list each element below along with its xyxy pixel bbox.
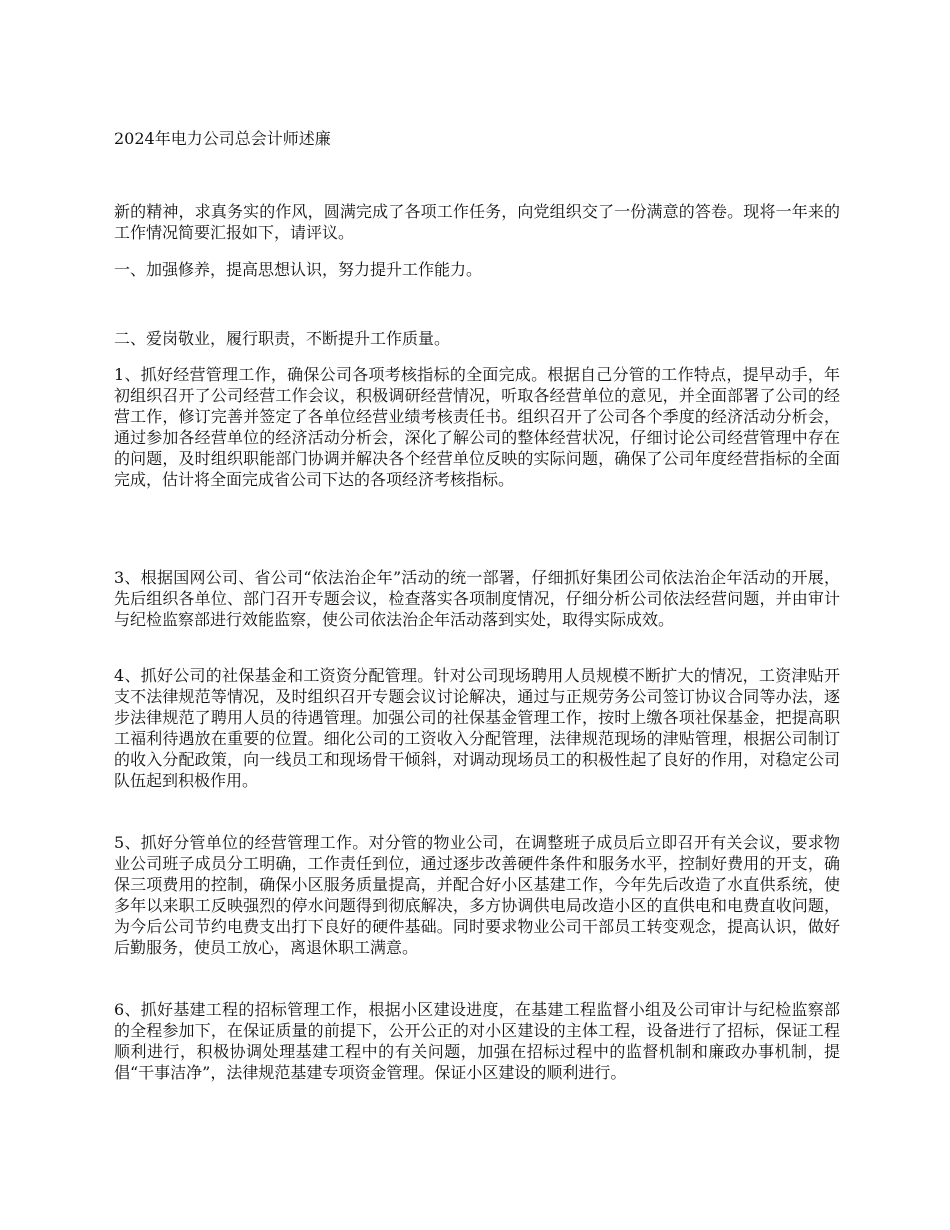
document-title: 2024年电力公司总会计师述廉	[114, 129, 331, 148]
item-3-paragraph: 3、根据国网公司、省公司“依法治企年”活动的统一部署，仔细抓好集团公司依法治企年活动的开展，先后组织各单位、部门召开专题会议，检查落实各项制度情况，仔细分析公司依法经营问题，并由审计与纪检监察部进行效能监察，使公司依法治企年活动落到实处，取得实际成效。	[114, 568, 840, 629]
item-1-paragraph: 1、抓好经营管理工作，确保公司各项考核指标的全面完成。根据自己分管的工作特点，提早动手，年初组织召开了公司经营工作会议，积极调研经营情况，听取各经营单位的意见，并全面部署了公司的经营工作，修订完善并签定了各单位经营业绩考核责任书。组织召开了公司各个季度的经济活动分析会，通过参加各经营单位的经济活动分析会，深化了解公司的整体经营状况，仔细讨论公司经营管理中存在的问题，及时组织职能部门协调并解决各个经营单位反映的实际问题，确保了公司年度经营指标的全面完成，估计将全面完成省公司下达的各项经济考核指标。	[114, 365, 840, 489]
item-4-paragraph: 4、抓好公司的社保基金和工资资分配管理。针对公司现场聘用人员规模不断扩大的情况，工资津贴开支不法律规范等情况，及时组织召开专题会议讨论解决，通过与正规劳务公司签订协议合同等办法，逐步法律规范了聘用人员的待遇管理。加强公司的社保基金管理工作，按时上缴各项社保基金，把提高职工福利待遇放在重要的位置。细化公司的工资收入分配管理，法律规范现场的津贴管理，根据公司制订的收入分配政策，向一线员工和现场骨干倾斜，对调动现场员工的积极性起了良好的作用，对稳定公司队伍起到积极作用。	[114, 666, 840, 790]
item-5-paragraph: 5、抓好分管单位的经营管理工作。对分管的物业公司，在调整班子成员后立即召开有关会议，要求物业公司班子成员分工明确，工作责任到位，通过逐步改善硬件条件和服务水平，控制好费用的开支，确保三项费用的控制，确保小区服务质量提高，并配合好小区基建工作，今年先后改造了水直供系统，使多年以来职工反映强烈的停水问题得到彻底解决，多方协调供电局改造小区的直供电和电费直收问题，为今后公司节约电费支出打下良好的硬件基础。同时要求物业公司干部员工转变观念，提高认识，做好后勤服务，使员工放心，离退休职工满意。	[114, 833, 840, 957]
item-6-paragraph: 6、抓好基建工程的招标管理工作，根据小区建设进度，在基建工程监督小组及公司审计与纪检监察部的全程参加下，在保证质量的前提下，公开公正的对小区建设的主体工程，设备进行了招标，保证工程顺利进行，积极协调处理基建工程中的有关问题，加强在招标过程中的监督机制和廉政办事机制，提倡“干事洁净”，法律规范基建专项资金管理。保证小区建设的顺利进行。	[114, 1000, 840, 1082]
intro-paragraph: 新的精神，求真务实的作风，圆满完成了各项工作任务，向党组织交了一份满意的答卷。现将一年来的工作情况简要汇报如下，请评议。	[114, 202, 840, 242]
section-heading-1: 一、加强修养，提高思想认识，努力提升工作能力。	[114, 260, 483, 279]
section-heading-2: 二、爱岗敬业，履行职责，不断提升工作质量。	[114, 329, 451, 348]
